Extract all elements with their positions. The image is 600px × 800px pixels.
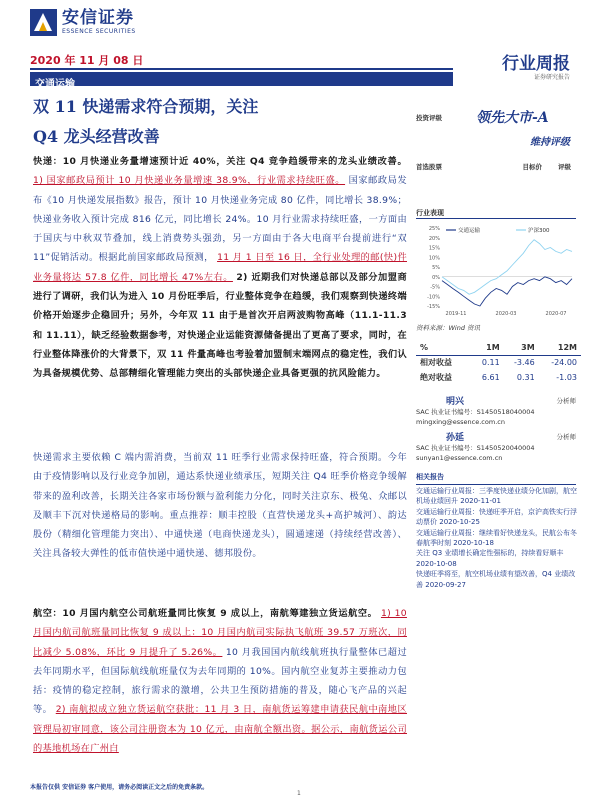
report-date: 2020 年 11 月 08 日 [30, 54, 144, 67]
perf-divider [416, 218, 576, 219]
analyst-card [416, 394, 576, 427]
express-point-2: 2) 近期我们对快递总部以及部分加盟商进行了调研，我们认为进入 10 月份旺季后，行业整体竞争在趋缓，我们观察到快递终端价格开始逐步企稳回升；另外，今年双 11 由于是首次开启两波购物高峰（11.1-11.3 和 11.11），缺乏经验数据参考，对快递企业运能资源储备提出了更高了要求，同时，在行业整体降涨价的大背景下，双 11 件量高峰也考验着加盟制末端网点的稳定性，我们认为具备规模优势、总部精细化管理能力突出的头部快递企业具备更强的抗风险能力。 [33, 271, 407, 380]
related-date: 2020-10-18 [453, 539, 494, 548]
perf-col-2: 3M [521, 342, 535, 352]
related-date: 2020-10-25 [439, 518, 480, 527]
analyst-name: 孙延 [446, 433, 465, 443]
express-summary: 快递需求主要依赖 C 端内需消费，当前双 11 旺季行业需求保持旺盛，符合预期。今年由于疫情影响以及行业竞争加剧，通达系快递业绩承压，短期关注 Q4 旺季价格竞争缓解带来的盈利改善，长期关注各家市场份额与盈利能力分化，同时关注京东、极兔、众邮以及顺丰下沉对快递格局的影响。重点推荐：顺丰控股（直营快递龙头+高护城河）、韵达股份（精细化管理能力突出）、中通快递（电商快递龙头），圆通速递（持续经营改善）、关注具备较大弹性的低市值快递中通快递、德邦股份。 [33, 452, 407, 560]
legend-label: 沪深300 [528, 228, 550, 234]
express-section [33, 152, 407, 434]
footer-disclaimer: 本报告仅供 安信证券 客户使用，请务必阅读正文之后的免责条款。 [30, 784, 209, 791]
related-text: 关注 Q3 业绩增长确定性强标的，持续看好顺丰 [416, 549, 564, 558]
y-tick-label: 10% [428, 255, 440, 262]
cell: 6.61 [481, 373, 500, 382]
related-list [416, 486, 578, 590]
related-item[interactable] [416, 569, 578, 590]
logo-text-cn: 安信证券 [62, 8, 134, 28]
x-tick-label: 2020-07 [545, 311, 567, 317]
aviation-text: 10 月我国国内航线航班执行量整体已超过去年同期水平，但国际航线航班量仅为去年同期的 10%。国内航空业复苏主要推动力包括：疫情的稳定控制，旅行需求的激增，公共卫生预防措施的普及，随心飞产品的兴起等。 [33, 646, 407, 716]
related-text: 交通运输行业周报：快递旺季开启，京沪高铁实行浮动票价 [416, 507, 577, 527]
y-tick-label: -15% [427, 304, 440, 310]
y-tick-label: -5% [430, 284, 440, 291]
related-item[interactable] [416, 486, 578, 507]
report-title: 双 11 快递需求符合预期，关注 Q4 龙头经营改善 [33, 97, 259, 146]
related-title: 相关报告 [416, 472, 576, 485]
analyst-cert: SAC 执业证书编号：S1450518040004 [416, 408, 535, 416]
perf-table-header [416, 340, 581, 355]
legend-label: 交通运输 [458, 228, 481, 234]
rating-col-label: 评级 [558, 163, 571, 171]
perf-source: 资料来源：Wind 资讯 [416, 324, 481, 332]
x-tick-label: 2019-11 [445, 311, 467, 317]
y-tick-label: 20% [428, 235, 440, 242]
related-item[interactable] [416, 528, 578, 549]
analyst-name: 明兴 [446, 397, 465, 407]
aviation-point-2: 2) 南航拟成立独立货运航空获批：11 月 3 日，南航货运筹建申请获民航中南地区管理局初审同意，该公司注册资本为 10 亿元，由南航全额出资。据公示，南航货运公司的基地机场在广州白 [33, 704, 407, 755]
industry-bar [30, 72, 453, 90]
rating-value: 领先大市-A [476, 110, 549, 126]
header-divider [30, 68, 453, 70]
y-tick-label: 15% [428, 245, 440, 252]
analyst-email[interactable]: sunyan1@essence.com.cn [416, 454, 503, 462]
target-price-label: 目标价 [522, 163, 542, 171]
related-date: 2020-10-08 [416, 559, 457, 568]
y-tick-label: -10% [427, 294, 440, 301]
y-tick-label: 0% [432, 274, 440, 281]
analyst-cert: SAC 执业证书编号：S1450520040004 [416, 444, 535, 452]
report-type: 行业周报 [502, 54, 570, 74]
related-item[interactable] [416, 548, 578, 569]
perf-chart-svg [416, 222, 576, 320]
perf-title: 行业表现 [416, 209, 444, 217]
perf-chart [416, 222, 576, 320]
related-date: 2020-09-27 [425, 580, 466, 589]
report-subtype: 证券研究报告 [533, 74, 570, 81]
rating-maintain: 维持评级 [530, 137, 570, 148]
cell: 0.31 [516, 373, 535, 382]
series-line-1 [442, 240, 572, 295]
company-logo [30, 8, 136, 36]
analyst-role: 分析师 [556, 433, 576, 441]
aviation-section [33, 604, 407, 780]
cell: -3.46 [514, 358, 535, 368]
related-date: 2020-11-01 [460, 497, 501, 506]
related-text: 快递旺季将至，航空机场业绩有望改善，Q4 业绩改善 [416, 570, 576, 589]
perf-col-0: % [420, 342, 429, 352]
row-label: 绝对收益 [420, 373, 452, 382]
row-label: 相对收益 [420, 358, 452, 368]
analyst-card [416, 430, 576, 463]
first-pick-label: 首选股票 [416, 163, 442, 171]
express-lead: 快递：10 月快递业务量增速预计近 40%，关注 Q4 竞争趋缓带来的龙头业绩改善。 [33, 156, 407, 167]
logo-mark-icon [30, 9, 57, 36]
y-tick-label: 25% [428, 226, 440, 232]
stock-pick-header [416, 162, 571, 171]
perf-table [416, 340, 581, 385]
page-number: 1 [297, 790, 301, 797]
cell: -24.00 [551, 358, 577, 368]
related-text: 交通运输行业周报：三季度快递业绩分化加剧，航空机场业绩回升 [416, 487, 577, 506]
cell: 0.11 [481, 358, 500, 368]
perf-col-1: 1M [486, 342, 500, 352]
express-point-1: 1) 国家邮政局预计 10 月快递业务量增速 38.9%，行业需求持续旺盛。 [33, 175, 346, 187]
perf-col-3: 12M [557, 342, 577, 352]
related-text: 交通运输行业周报：继续看好快递龙头，民航公布冬春航季时刻 [416, 528, 577, 548]
y-tick-label: 5% [432, 265, 440, 271]
rating-label: 投资评级 [416, 114, 442, 122]
series-line-0 [442, 277, 572, 306]
express-text: 国家邮政局发布《10 月快递发展指数》报告，预计 10 月快递业务完成 80 亿件，同比增长 38.9%；快递业务收入预计完成 816 亿元，同比增长 24%。10 月行业需求持续旺盛，一方面由于国庆与中秋双节叠加，线上消费势头强劲，另一方面由于各大电商平台提前进行“双 11”促销活动。根据此前国家邮政局预测， [33, 175, 407, 264]
aviation-lead: 航空：10 月国内航空公司航班量同比恢复 9 成以上，南航筹建独立货运航空。 [33, 608, 378, 619]
x-tick-label: 2020-03 [495, 311, 517, 317]
aviation-point-1: 1) 10 月国内航司航班量同比恢复 9 成以上：10 月国内航司实际执飞航班 39.57 万班次，同比减少 5.08%，环比 9 月提升了 5.26%。 [33, 608, 407, 658]
express-forecast: 11 月 1 日至 16 日，全行业处理的邮(快)件业务量将达 57.8 亿件，同比增长 47%左右。 [33, 252, 407, 283]
analyst-email[interactable]: mingxing@essence.com.cn [416, 418, 505, 426]
cell: -1.03 [556, 373, 577, 382]
perf-row-relative [416, 355, 581, 370]
perf-row-absolute [416, 370, 581, 385]
logo-text-en: ESSENCE SECURITIES [62, 28, 136, 35]
industry-label: 交通运输 [35, 79, 75, 90]
analyst-role: 分析师 [556, 397, 576, 405]
related-item[interactable] [416, 507, 578, 528]
